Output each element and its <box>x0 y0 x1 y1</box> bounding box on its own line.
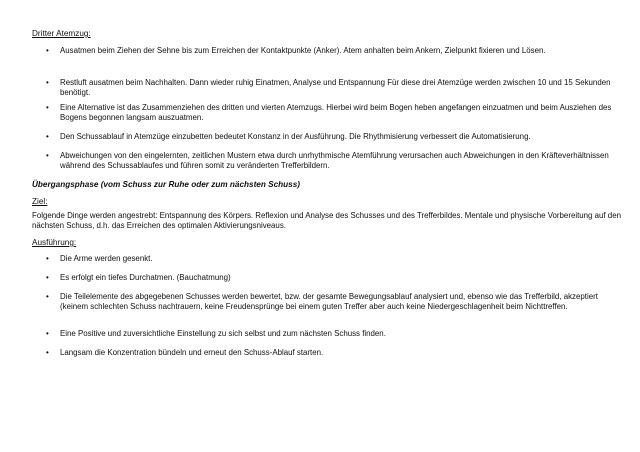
list-item: Abweichungen von den eingelernten, zeitlichen Mustern etwa durch unrhythmische Atemführung verursachen auch Abweichungen in den Kräfteverhältnissen während des Schussablaufes und führen somit zu veränderten Trefferbildern. <box>60 151 609 171</box>
bullet-marker: • <box>46 273 49 282</box>
bullet-marker: • <box>46 329 49 338</box>
bullet-marker: • <box>46 348 49 357</box>
list-item: Die Arme werden gesenkt. <box>60 254 153 263</box>
goal-paragraph: Folgende Dinge werden angestrebt: Entspannung des Körpers. Reflexion und Analyse des Schusses und des Trefferbildes. Mentale und physische Vorbereitung auf den nächsten Schuss, d.h. das Erreichen des optimalen Aktivierungsniveaus. <box>32 211 621 231</box>
section-heading-transition-phase: Übergangsphase (vom Schuss zur Ruhe oder zum nächsten Schuss) <box>32 180 300 189</box>
list-item: Ausatmen beim Ziehen der Sehne bis zum Erreichen der Kontaktpunkte (Anker). Atem anhalten beim Ankern, Zielpunkt fixieren und Lösen. <box>60 46 546 55</box>
goal-label: Ziel: <box>32 197 48 206</box>
section-heading-third-breath: Dritter Atemzug: <box>32 29 91 38</box>
list-item: Es erfolgt ein tiefes Durchatmen. (Bauchatmung) <box>60 273 231 282</box>
bullet-marker: • <box>46 151 49 160</box>
bullet-marker: • <box>46 254 49 263</box>
list-item: Die Teilelemente des abgegebenen Schusses werden bewertet, bzw. der gesamte Bewegungsablauf analysiert und, ebenso wie das Trefferbild, akzeptiert (keinem schlechten Schuss nachtrauern, keine Freudensprünge bei einem guten Treffer aber auch keine Niedergeschlagenheit beim Nichttreffen. <box>60 292 598 312</box>
bullet-marker: • <box>46 292 49 301</box>
bullet-marker: • <box>46 78 49 87</box>
execution-label: Ausführung: <box>32 238 77 247</box>
list-item: Den Schussablauf in Atemzüge einzubetten bedeutet Konstanz in der Ausführung. Die Rhythmisierung verbessert die Automatisierung. <box>60 132 531 141</box>
list-item: Eine Positive und zuversichtliche Einstellung zu sich selbst und zum nächsten Schuss finden. <box>60 329 386 338</box>
list-item: Eine Alternative ist das Zusammenziehen des dritten und vierten Atemzugs. Hierbei wird beim Bogen heben angefangen einzuatmen und beim Ausziehen des Bogens begonnen langsam auszuatmen. <box>60 103 612 123</box>
list-item: Restluft ausatmen beim Nachhalten. Dann wieder ruhig Einatmen, Analyse und Entspannung Für diese drei Atemzüge werden zwischen 10 und 15 Sekunden benötigt. <box>60 78 611 98</box>
bullet-marker: • <box>46 46 49 55</box>
bullet-marker: • <box>46 132 49 141</box>
bullet-marker: • <box>46 103 49 112</box>
list-item: Langsam die Konzentration bündeln und erneut den Schuss-Ablauf starten. <box>60 348 324 357</box>
